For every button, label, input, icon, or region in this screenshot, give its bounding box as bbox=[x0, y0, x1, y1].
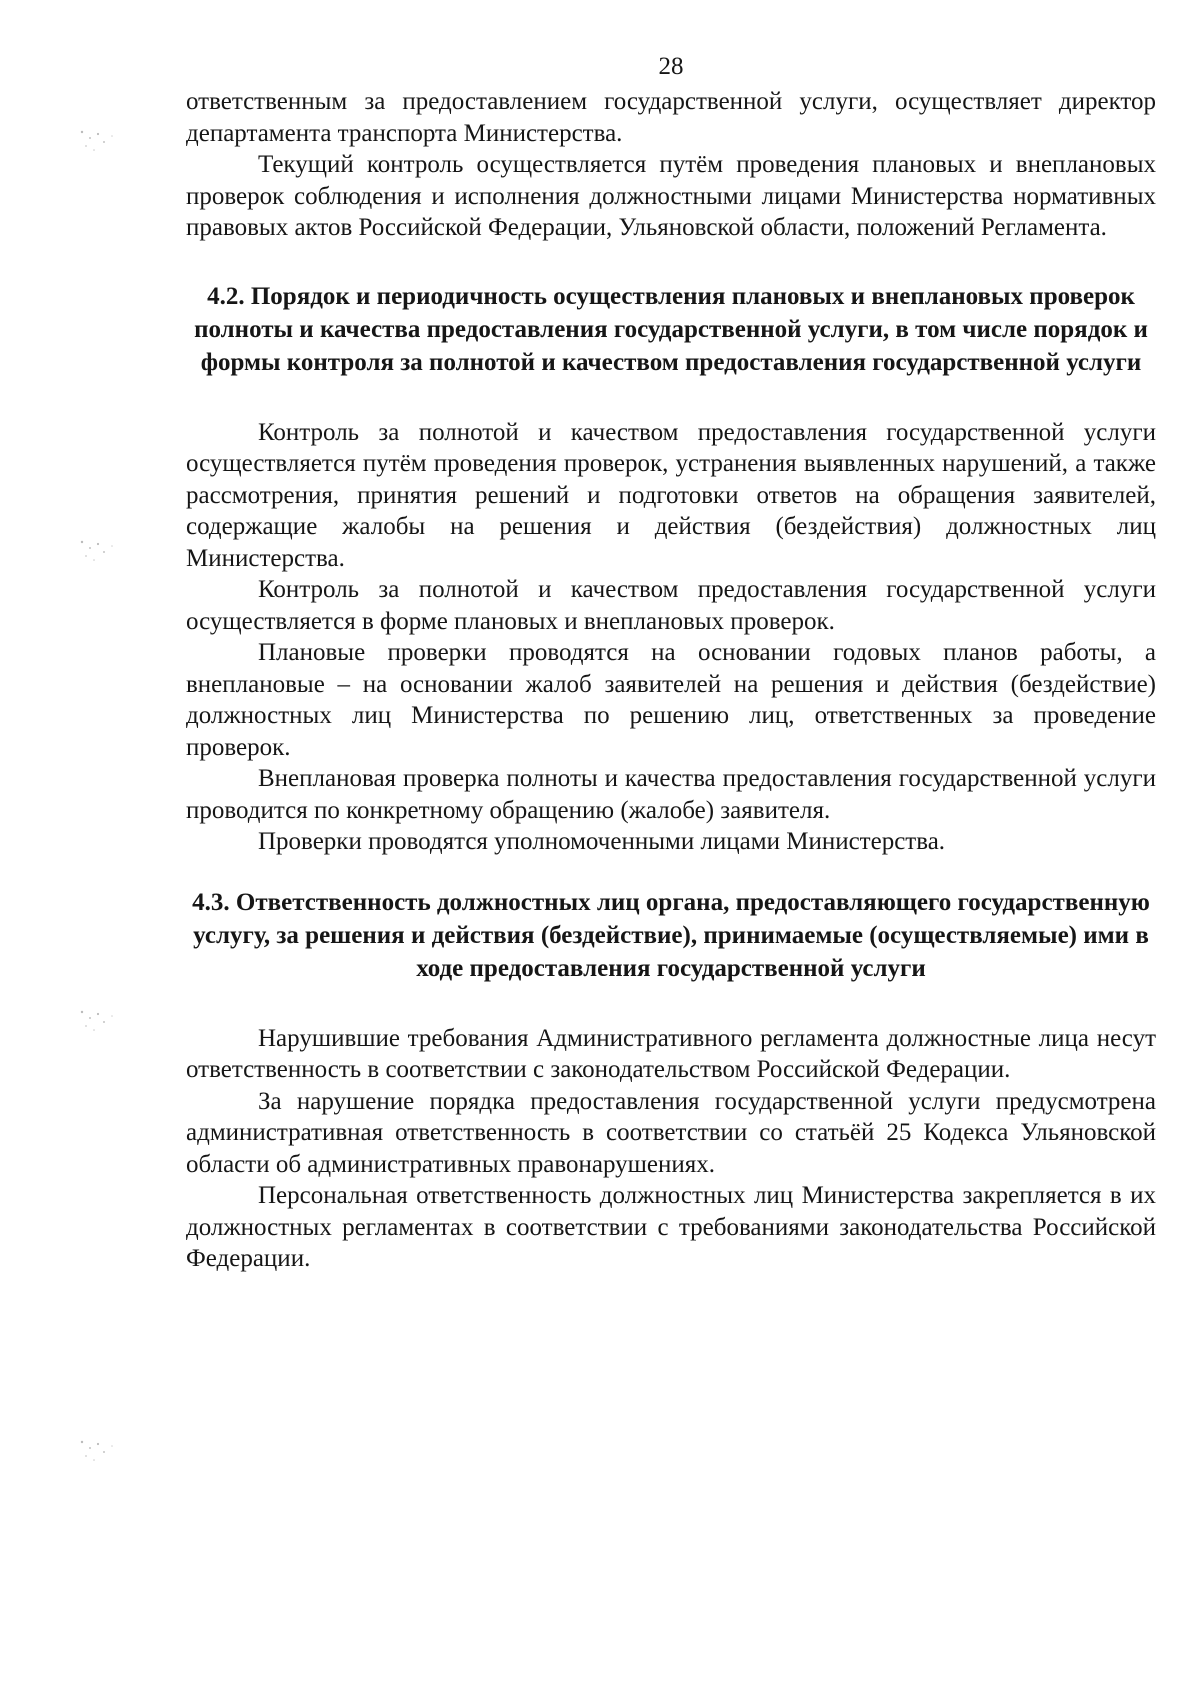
scan-speck-mark bbox=[68, 530, 128, 570]
body-paragraph: ответственным за предоставлением государственной услуги, осуществляет директор департамента транспорта Министерства. bbox=[186, 88, 1156, 147]
body-paragraph: Контроль за полнотой и качеством предоставления государственной услуги осуществляется путём проведения проверок, устранения выявленных нарушений, а также рассмотрения, принятия решений и подготовки ответов на обращения заявителей, содержащие жалобы на решения и действия (бездействия) должностных лиц Министерства. bbox=[186, 418, 1156, 572]
page-number: 28 bbox=[658, 53, 684, 80]
section-heading-4-2: 4.2. Порядок и периодичность осуществления плановых и внеплановых проверок полноты и качества предоставления государственной услуги, в том числе порядок и формы контроля за полнотой и качеством предоставления государственной услуги bbox=[194, 282, 1148, 376]
body-paragraph: Проверки проводятся уполномоченными лицами Министерства. bbox=[258, 828, 946, 855]
body-paragraph: Нарушившие требования Административного регламента должностные лица несут ответственность в соответствии с законодательством Российской Федерации. bbox=[186, 1024, 1156, 1083]
scan-speck-mark bbox=[68, 1000, 128, 1040]
body-paragraph: Персональная ответственность должностных лиц Министерства закрепляется в их должностных регламентах в соответствии с требованиями законодательства Российской Федерации. bbox=[186, 1182, 1156, 1272]
section-heading-4-3: 4.3. Ответственность должностных лиц органа, предоставляющего государственную услугу, за решения и действия (бездействие), принимаемые (осуществляемые) ими в ходе предоставления государственной услуги bbox=[192, 888, 1150, 982]
body-paragraph: Контроль за полнотой и качеством предоставления государственной услуги осуществляется в форме плановых и внеплановых проверок. bbox=[186, 576, 1156, 635]
body-paragraph: За нарушение порядка предоставления государственной услуги предусмотрена административная ответственность в соответствии со статьёй 25 Кодекса Ульяновской области об административных правонарушениях. bbox=[186, 1087, 1156, 1178]
body-paragraph: Плановые проверки проводятся на основании годовых планов работы, а внеплановые – на основании жалоб заявителей на решения и действия (бездействие) должностных лиц Министерства по решению лиц, ответственных за проведение проверок. bbox=[186, 639, 1156, 761]
scan-speck-mark bbox=[68, 120, 128, 160]
scan-speck-mark bbox=[68, 1430, 128, 1470]
document-page bbox=[186, 52, 1156, 1275]
body-paragraph: Внеплановая проверка полноты и качества предоставления государственной услуги проводится по конкретному обращению (жалобе) заявителя. bbox=[186, 765, 1156, 824]
body-paragraph: Текущий контроль осуществляется путём проведения плановых и внеплановых проверок соблюдения и исполнения должностными лицами Министерства нормативных правовых актов Российской Федерации, Ульяновской области, положений Регламента. bbox=[186, 151, 1156, 241]
